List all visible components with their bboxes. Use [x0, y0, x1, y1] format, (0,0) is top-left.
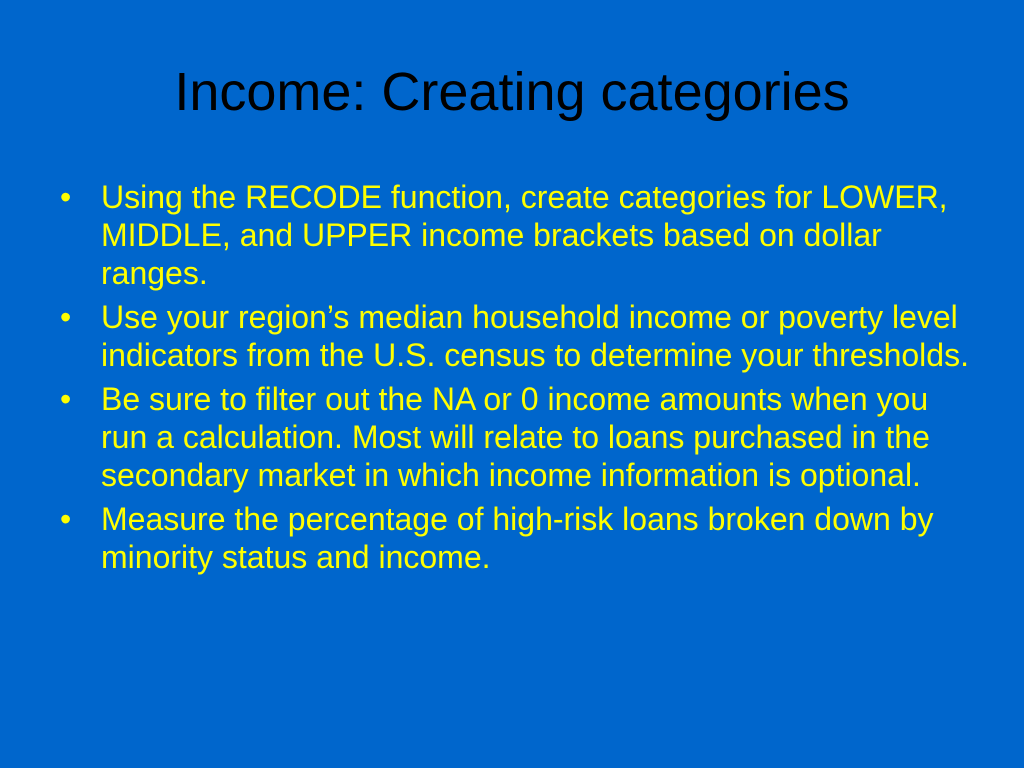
bullet-list: [56, 178, 976, 582]
bullet-text-1: Using the RECODE function, create categories for LOWER, MIDDLE, and UPPER income brackets based on dollar ranges.: [101, 179, 948, 291]
bullet-text-2: Use your region’s median household income or poverty level indicators from the U.S. census to determine your thresholds.: [101, 299, 969, 373]
bullet-text-4: Measure the percentage of high-risk loans broken down by minority status and income.: [101, 501, 934, 575]
bullet-item-2: [56, 298, 976, 374]
slide-title: Income: Creating categories: [174, 62, 850, 122]
bullet-item-3: [56, 380, 976, 494]
bullet-marker-icon: •: [60, 381, 72, 417]
bullet-item-4: [56, 500, 976, 576]
bullet-marker-icon: •: [60, 501, 72, 537]
bullet-text-3: Be sure to filter out the NA or 0 income amounts when you run a calculation. Most will relate to loans purchased in the secondary market in which income information is optional.: [101, 381, 930, 493]
bullet-marker-icon: •: [60, 179, 72, 215]
bullet-marker-icon: •: [60, 299, 72, 335]
bullet-item-1: [56, 178, 976, 292]
